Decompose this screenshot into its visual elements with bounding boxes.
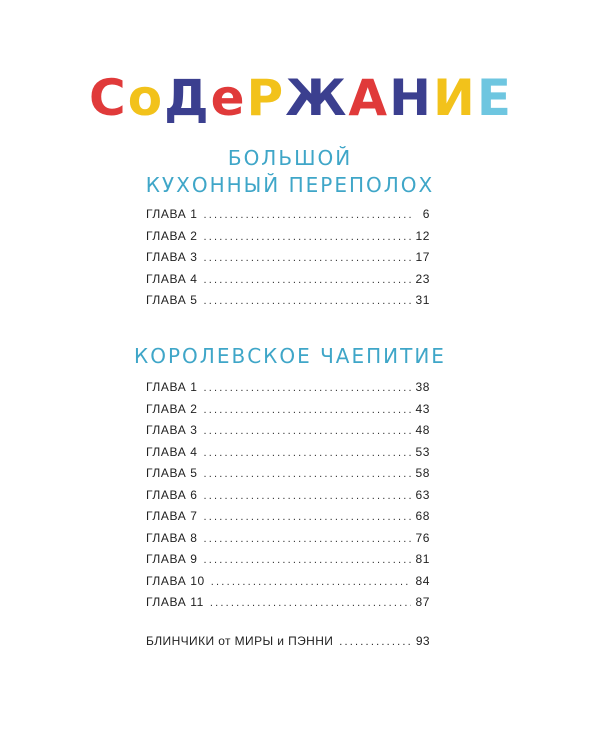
toc-entry-page: 48: [415, 423, 430, 437]
toc-entry-label: БЛИНЧИКИ от МИРЫ и ПЭННИ: [146, 634, 334, 648]
toc-entry-final[interactable]: [146, 634, 430, 648]
toc-leader-dots: [204, 274, 412, 286]
toc-entry[interactable]: [146, 595, 430, 617]
toc-leader-dots: [204, 468, 412, 480]
section1-toc: [146, 207, 430, 315]
title-letter: е: [210, 69, 245, 127]
toc-entry[interactable]: [146, 229, 430, 251]
page-title: [0, 68, 600, 128]
toc-entry-page: 23: [415, 271, 430, 286]
toc-entry-page: 43: [415, 401, 430, 416]
section1-title-line1: БОЛЬШОЙ: [227, 146, 353, 170]
toc-entry[interactable]: [146, 552, 430, 574]
title-letter: Ж: [285, 69, 347, 127]
toc-entry[interactable]: [146, 380, 430, 402]
toc-leader-dots: [204, 533, 412, 545]
toc-entry-page: 17: [415, 250, 430, 264]
toc-entry-page: 76: [415, 530, 430, 545]
toc-entry-page: 84: [415, 573, 430, 588]
toc-entry-label: ГЛАВА 6: [146, 487, 198, 502]
toc-leader-dots: [204, 382, 412, 394]
toc-entry[interactable]: [146, 293, 430, 315]
toc-entry-label: ГЛАВА 5: [146, 293, 198, 307]
toc-entry-label: ГЛАВА 4: [146, 444, 198, 459]
toc-entry-page: 53: [415, 444, 430, 459]
toc-leader-dots: [204, 554, 412, 566]
title-letter: Н: [389, 69, 431, 127]
toc-entry-page: 38: [415, 380, 430, 394]
toc-entry[interactable]: [146, 574, 430, 596]
toc-entry-page: 87: [415, 595, 430, 609]
toc-entry-page: 6: [422, 207, 430, 221]
toc-leader-dots: [204, 295, 412, 307]
toc-leader-dots: [204, 404, 412, 416]
section2-title: КОРОЛЕВСКОЕ ЧАЕПИТИЕ: [134, 344, 446, 368]
title-letter: А: [348, 69, 388, 127]
toc-entry[interactable]: [146, 531, 430, 553]
toc-leader-dots: [204, 511, 412, 523]
toc-entry-label: ГЛАВА 3: [146, 423, 198, 437]
toc-entry-label: ГЛАВА 11: [146, 595, 204, 609]
toc-entry[interactable]: [146, 207, 430, 229]
toc-entry[interactable]: [146, 272, 430, 294]
toc-entry-label: ГЛАВА 8: [146, 530, 198, 545]
title-letter: С: [89, 69, 126, 127]
toc-leader-dots: [204, 490, 412, 502]
toc-entry[interactable]: [146, 445, 430, 467]
toc-entry-page: 58: [415, 466, 430, 480]
title-letter: о: [127, 69, 163, 127]
toc-leader-dots: [204, 252, 412, 264]
toc-leader-dots: [204, 425, 412, 437]
title-letter: Е: [476, 69, 511, 127]
toc-entry[interactable]: [146, 250, 430, 272]
toc-entry[interactable]: [146, 509, 430, 531]
toc-entry-label: ГЛАВА 2: [146, 228, 198, 243]
title-letter: И: [432, 69, 475, 127]
section1-title-line2: КУХОННЫЙ ПЕРЕПОЛОХ: [145, 173, 435, 197]
section2-toc: [146, 380, 430, 617]
toc-entry-page: 31: [415, 293, 430, 307]
toc-entry-label: ГЛАВА 4: [146, 271, 198, 286]
toc-entry-page: 68: [415, 509, 430, 523]
toc-entry-page: 12: [415, 228, 430, 243]
toc-leader-dots: [210, 597, 412, 609]
toc-entry-page: 93: [415, 634, 430, 648]
toc-entry-label: ГЛАВА 10: [146, 573, 205, 588]
toc-leader-dots: [339, 636, 412, 648]
toc-entry-label: ГЛАВА 7: [146, 509, 198, 523]
toc-entry-label: ГЛАВА 9: [146, 552, 198, 566]
toc-entry-page: 81: [415, 552, 430, 566]
toc-entry-label: ГЛАВА 1: [146, 207, 198, 221]
toc-leader-dots: [204, 209, 412, 221]
toc-entry-label: ГЛАВА 1: [146, 380, 198, 394]
title-letter: Д: [164, 69, 209, 127]
toc-leader-dots: [211, 576, 412, 588]
toc-entry[interactable]: [146, 488, 430, 510]
toc-leader-dots: [204, 447, 412, 459]
toc-leader-dots: [204, 231, 412, 243]
toc-entry[interactable]: [146, 402, 430, 424]
title-letter: Р: [246, 69, 284, 127]
toc-entry-label: ГЛАВА 2: [146, 401, 198, 416]
toc-entry-page: 63: [415, 487, 430, 502]
toc-entry[interactable]: [146, 423, 430, 445]
toc-entry-label: ГЛАВА 5: [146, 466, 198, 480]
toc-entry[interactable]: [146, 466, 430, 488]
toc-entry-label: ГЛАВА 3: [146, 250, 198, 264]
